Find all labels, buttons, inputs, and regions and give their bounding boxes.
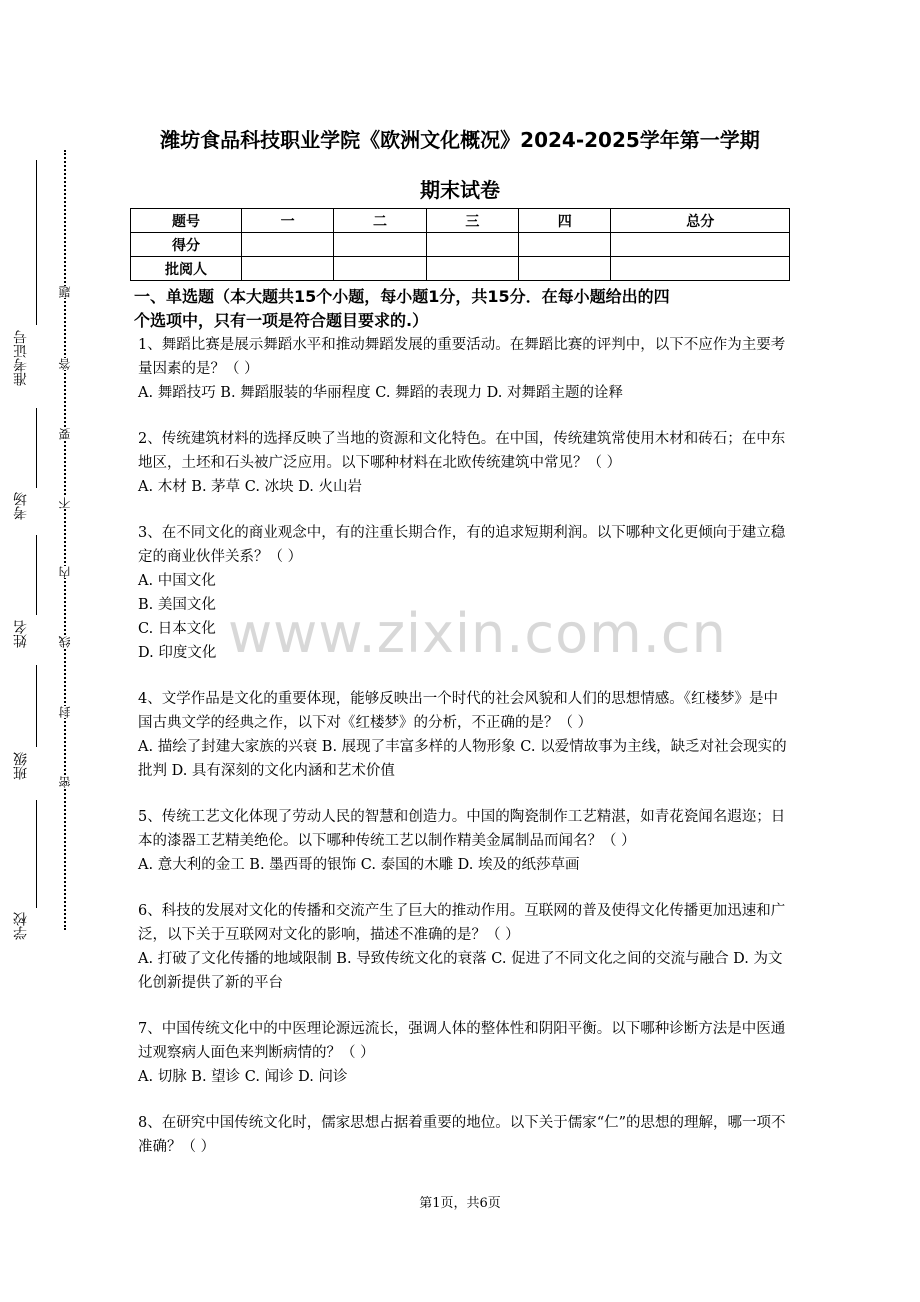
question-stem: 5、传统工艺文化体现了劳动人民的智慧和创造力。中国的陶瓷制作工艺精湛，如青花瓷闻名遐迩；日本的漆器工艺精美绝伦。以下哪种传统工艺以制作精美金属制品而闻名？（ ） (138, 809, 786, 849)
seal-char: 线 (58, 636, 72, 648)
seal-char: 答 (58, 358, 72, 370)
question-option[interactable]: B. 美国文化 (138, 597, 216, 613)
seal-char: 题 (58, 286, 72, 298)
question-options[interactable]: A. 描绘了封建大家族的兴衰 B. 展现了丰富多样的人物形象 C. 以爱情故事为主线，缺乏对社会现实的批判 D. 具有深刻的文化内涵和艺术价值 (138, 739, 787, 779)
seal-char: 封 (58, 706, 72, 718)
question-8 (138, 1111, 788, 1159)
score-table-header-cell: 一 (242, 209, 334, 233)
score-row-label: 得分 (131, 233, 242, 257)
class-label: 班级 (13, 752, 29, 780)
question-options[interactable]: A. 舞蹈技巧 B. 舞蹈服装的华丽程度 C. 舞蹈的表现力 D. 对舞蹈主题的诠释 (138, 385, 624, 401)
score-table-header-row (131, 209, 790, 233)
grader-cell[interactable] (426, 257, 518, 281)
section-heading-line: 个选项中，只有一项是符合题目要求的.） (134, 311, 429, 330)
question-4 (138, 687, 788, 783)
seal-char: 不 (58, 497, 72, 509)
seal-char: 要 (58, 428, 72, 440)
score-cell[interactable] (334, 233, 426, 257)
school-label: 学校 (13, 912, 29, 940)
question-option[interactable]: A. 中国文化 (138, 573, 216, 589)
school-blank[interactable] (36, 800, 37, 908)
watermark: www.zixin.com.cn (228, 602, 727, 665)
question-options[interactable]: A. 切脉 B. 望诊 C. 闻诊 D. 问诊 (138, 1069, 348, 1085)
grader-cell[interactable] (242, 257, 334, 281)
exam-room-label: 考场 (13, 492, 29, 520)
score-cell[interactable] (242, 233, 334, 257)
seal-char: 密 (58, 776, 72, 788)
seal-dotted-line (64, 150, 66, 930)
score-cell[interactable] (519, 233, 611, 257)
question-options[interactable]: A. 打破了文化传播的地域限制 B. 导致传统文化的衰落 C. 促进了不同文化之间的交流与融合 D. 为文化创新提供了新的平台 (138, 951, 783, 991)
name-label: 姓名 (13, 620, 29, 648)
grader-cell[interactable] (611, 257, 790, 281)
question-2 (138, 427, 788, 499)
question-option[interactable]: D. 印度文化 (138, 645, 217, 661)
grader-cell[interactable] (519, 257, 611, 281)
score-table-row (131, 233, 790, 257)
question-stem: 3、在不同文化的商业观念中，有的注重长期合作，有的追求短期利润。以下哪种文化更倾向于建立稳定的商业伙伴关系？（ ） (138, 525, 786, 565)
grader-row-label: 批阅人 (131, 257, 242, 281)
question-stem: 4、文学作品是文化的重要体现，能够反映出一个时代的社会风貌和人们的思想情感。《红楼梦》是中国古典文学的经典之作，以下对《红楼梦》的分析，不正确的是？（ ） (138, 691, 778, 731)
question-stem: 7、中国传统文化中的中医理论源远流长，强调人体的整体性和阴阳平衡。以下哪种诊断方法是中医通过观察病人面色来判断病情的？（ ） (138, 1021, 786, 1061)
class-blank[interactable] (36, 665, 37, 747)
question-1 (138, 333, 788, 405)
score-table-header-cell: 三 (426, 209, 518, 233)
page-number: 第1页，共6页 (419, 1196, 501, 1211)
score-table-header-cell: 二 (334, 209, 426, 233)
score-table-header-cell: 题号 (131, 209, 242, 233)
name-blank[interactable] (36, 535, 37, 615)
score-table-header-cell: 总分 (611, 209, 790, 233)
score-table-header-cell: 四 (519, 209, 611, 233)
question-5 (138, 805, 788, 877)
seal-char: 内 (58, 566, 72, 578)
grader-cell[interactable] (334, 257, 426, 281)
score-cell[interactable] (426, 233, 518, 257)
question-7 (138, 1017, 788, 1089)
question-stem: 1、舞蹈比赛是展示舞蹈水平和推动舞蹈发展的重要活动。在舞蹈比赛的评判中，以下不应作为主要考量因素的是？（ ） (138, 337, 786, 377)
question-option[interactable]: C. 日本文化 (138, 621, 216, 637)
score-table (130, 208, 790, 281)
question-stem: 8、在研究中国传统文化时，儒家思想占据着重要的地位。以下关于儒家“仁”的思想的理解，哪一项不准确？（ ） (138, 1115, 786, 1155)
score-table-row (131, 257, 790, 281)
exam-number-label: 准考证号 (13, 330, 29, 386)
question-options[interactable]: A. 木材 B. 茅草 C. 冰块 D. 火山岩 (138, 479, 363, 495)
question-3 (138, 521, 788, 665)
exam-title: 潍坊食品科技职业学院《欧洲文化概况》2024-2025学年第一学期 (160, 128, 760, 152)
section-heading-line: 一、单选题（本大题共15个小题，每小题1分，共15分．在每小题给出的四 (134, 287, 670, 306)
question-stem: 2、传统建筑材料的选择反映了当地的资源和文化特色。在中国，传统建筑常使用木材和砖石；在中东地区，土坯和石头被广泛应用。以下哪种材料在北欧传统建筑中常见？（ ） (138, 431, 786, 471)
score-cell[interactable] (611, 233, 790, 257)
question-stem: 6、科技的发展对文化的传播和交流产生了巨大的推动作用。互联网的普及使得文化传播更加迅速和广泛，以下关于互联网对文化的影响，描述不准确的是？（ ） (138, 903, 786, 943)
exam-subtitle: 期末试卷 (420, 178, 500, 202)
exam-content (134, 285, 788, 1181)
question-6 (138, 899, 788, 995)
section-heading (134, 285, 788, 333)
exam-room-blank[interactable] (36, 408, 37, 488)
question-options[interactable]: A. 意大利的金工 B. 墨西哥的银饰 C. 泰国的木雕 D. 埃及的纸莎草画 (138, 857, 580, 873)
